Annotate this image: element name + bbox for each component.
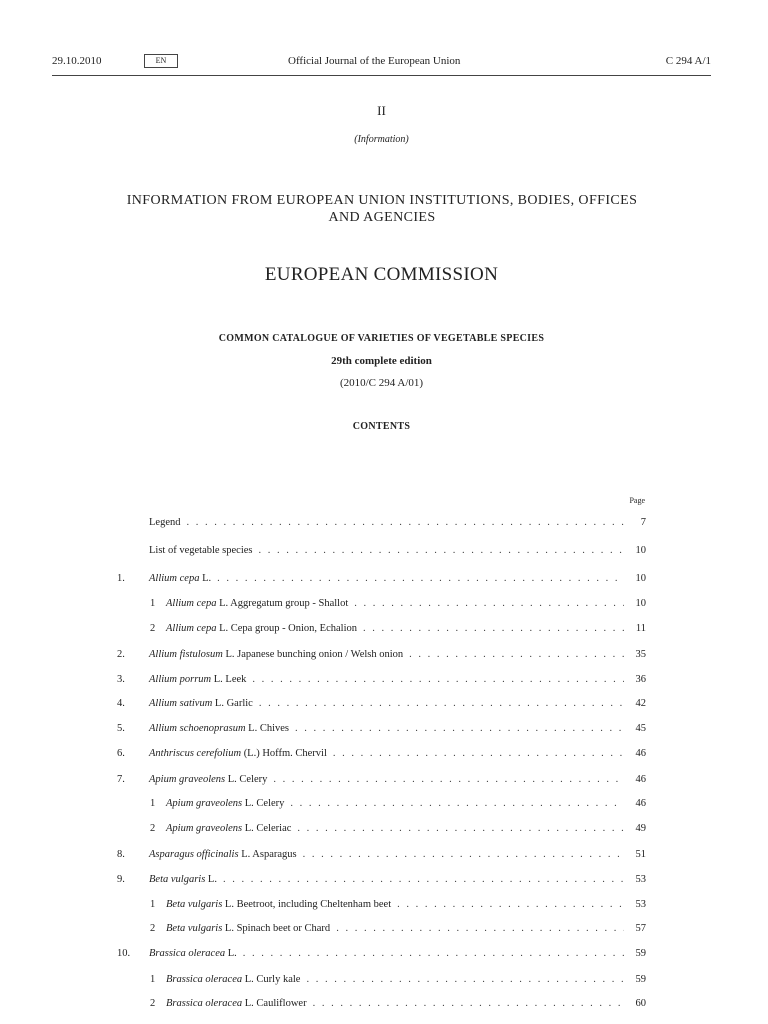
- journal-title: Official Journal of the European Union: [288, 55, 461, 67]
- part-number: II: [377, 103, 386, 118]
- toc-entry-title: Beta vulgaris L. Spinach beet or Chard: [166, 923, 331, 934]
- toc-entry-species: Asparagus officinalis: [149, 849, 239, 860]
- toc-dot-leader: [243, 948, 624, 959]
- toc-entry-title: Allium sativum L. Garlic: [149, 698, 253, 709]
- toc-entry-title: List of vegetable species: [149, 545, 253, 556]
- toc-entry-number: 10.: [117, 948, 131, 959]
- page-column-label: Page: [629, 496, 645, 505]
- edition-label: 29th complete edition: [331, 355, 432, 367]
- header-divider: [52, 75, 711, 76]
- toc-entry-species: Apium graveolens: [166, 823, 243, 834]
- language-badge: EN: [144, 54, 178, 68]
- toc-entry-species: Beta vulgaris: [166, 899, 223, 910]
- toc-entry-number: 9.: [117, 874, 125, 885]
- toc-entry-species: Brassica oleracea: [166, 974, 243, 985]
- toc-entry-number: 6.: [117, 748, 125, 759]
- toc-entry-page: 11: [635, 623, 646, 634]
- toc-entry-number: 1: [150, 798, 156, 809]
- toc-dot-leader: [259, 698, 624, 709]
- toc-entry[interactable]: [117, 923, 646, 943]
- toc-entry[interactable]: [117, 974, 646, 994]
- toc-entry-page: 42: [635, 698, 646, 709]
- toc-entry-page: 59: [635, 974, 646, 985]
- toc-entry-species: Apium graveolens: [149, 774, 226, 785]
- toc-dot-leader: [290, 798, 624, 809]
- toc-entry-number: 8.: [117, 849, 125, 860]
- toc-entry-species: Brassica oleracea: [149, 948, 226, 959]
- toc-entry-title: Apium graveolens L. Celery: [149, 774, 268, 785]
- toc-entry[interactable]: [117, 899, 646, 919]
- toc-entry-species: Allium schoenoprasum: [149, 723, 246, 734]
- toc-entry-number: 1.: [117, 573, 125, 584]
- commission-heading: EUROPEAN COMMISSION: [264, 264, 499, 285]
- toc-entry-title: Brassica oleracea L.: [149, 948, 237, 959]
- toc-entry-page: 59: [635, 948, 646, 959]
- toc-entry-number: 3.: [117, 674, 125, 685]
- toc-entry[interactable]: [117, 649, 646, 669]
- toc-entry-number: 2.: [117, 649, 125, 660]
- toc-entry[interactable]: [117, 748, 646, 768]
- toc-entry-title: Beta vulgaris L. Beetroot, including Cheltenham beet: [166, 899, 392, 910]
- toc-entry-title: Allium cepa L. Cepa group - Onion, Echalion: [166, 623, 358, 634]
- journal-reference: C 294 A/1: [665, 55, 711, 67]
- institutions-heading: INFORMATION FROM EUROPEAN UNION INSTITUTIONS, BODIES, OFFICES AND AGENCIES: [126, 193, 638, 225]
- toc-dot-leader: [409, 649, 624, 660]
- toc-entry-title: Apium graveolens L. Celeriac: [166, 823, 292, 834]
- toc-entry-title: Allium cepa L. Aggregatum group - Shallot: [166, 598, 349, 609]
- toc-entry-species: Allium porrum: [149, 674, 212, 685]
- toc-entry-page: 46: [635, 748, 646, 759]
- toc-entry[interactable]: [117, 517, 646, 537]
- publication-date: 29.10.2010: [52, 55, 102, 67]
- toc-entry-number: 7.: [117, 774, 125, 785]
- contents-heading: CONTENTS: [352, 421, 411, 432]
- toc-dot-leader: [397, 899, 624, 910]
- toc-dot-leader: [336, 923, 624, 934]
- toc-entry-page: 45: [635, 723, 646, 734]
- toc-entry-page: 10: [635, 545, 646, 556]
- toc-dot-leader: [354, 598, 624, 609]
- toc-entry-species: Apium graveolens: [166, 798, 243, 809]
- toc-entry-page: 57: [635, 923, 646, 934]
- toc-entry-page: 35: [635, 649, 646, 660]
- toc-entry[interactable]: [117, 874, 646, 894]
- toc-entry-page: 10: [635, 598, 646, 609]
- toc-entry-title: Legend: [149, 517, 181, 528]
- toc-entry-title: Allium fistulosum L. Japanese bunching onion / Welsh onion: [149, 649, 404, 660]
- toc-entry-title: Brassica oleracea L. Cauliflower: [166, 998, 307, 1009]
- toc-entry[interactable]: [117, 998, 646, 1018]
- toc-entry-number: 1: [150, 598, 156, 609]
- toc-entry-title: Brassica oleracea L. Curly kale: [166, 974, 301, 985]
- toc-dot-leader: [303, 849, 624, 860]
- toc-entry-species: Allium sativum: [149, 698, 213, 709]
- toc-entry-number: 1: [150, 899, 156, 910]
- toc-entry[interactable]: [117, 723, 646, 743]
- toc-entry-number: 2: [150, 998, 156, 1009]
- toc-entry-species: Allium fistulosum: [149, 649, 223, 660]
- toc-dot-leader: [187, 517, 625, 528]
- toc-entry-species: Anthriscus cerefolium: [149, 748, 242, 759]
- toc-entry-title: Beta vulgaris L.: [149, 874, 217, 885]
- toc-entry[interactable]: [117, 674, 646, 694]
- toc-entry-page: 51: [635, 849, 646, 860]
- toc-entry[interactable]: [117, 948, 646, 968]
- toc-entry[interactable]: [117, 698, 646, 718]
- toc-dot-leader: [223, 874, 624, 885]
- toc-entry-page: 36: [635, 674, 646, 685]
- toc-entry[interactable]: [117, 598, 646, 618]
- toc-entry[interactable]: [117, 623, 646, 643]
- information-label: (Information): [354, 134, 409, 145]
- toc-entry[interactable]: [117, 774, 646, 794]
- toc-entry-species: Beta vulgaris: [166, 923, 223, 934]
- toc-entry-number: 5.: [117, 723, 125, 734]
- toc-dot-leader: [295, 723, 624, 734]
- journal-header: [52, 53, 711, 73]
- catalogue-title: COMMON CATALOGUE OF VARIETIES OF VEGETABLE SPECIES: [218, 333, 545, 344]
- toc-entry-title: Allium cepa L.: [149, 573, 212, 584]
- toc-entry-title: Allium schoenoprasum L. Chives: [149, 723, 290, 734]
- toc-entry[interactable]: [117, 545, 646, 565]
- toc-dot-leader: [297, 823, 624, 834]
- toc-entry-page: 53: [635, 899, 646, 910]
- toc-entry[interactable]: [117, 573, 646, 593]
- toc-entry-species: Allium cepa: [149, 573, 200, 584]
- toc-entry-title: Anthriscus cerefolium (L.) Hoffm. Chervil: [149, 748, 327, 759]
- toc-dot-leader: [217, 573, 624, 584]
- toc-entry-page: 7: [640, 517, 646, 528]
- toc-entry-page: 10: [635, 573, 646, 584]
- toc-dot-leader: [273, 774, 624, 785]
- toc-dot-leader: [333, 748, 624, 759]
- toc-entry-number: 2: [150, 623, 156, 634]
- toc-entry-page: 46: [635, 798, 646, 809]
- toc-entry-species: Beta vulgaris: [149, 874, 206, 885]
- toc-entry[interactable]: [117, 823, 646, 843]
- toc-entry-number: 2: [150, 923, 156, 934]
- toc-entry-title: Asparagus officinalis L. Asparagus: [149, 849, 297, 860]
- toc-entry[interactable]: [117, 798, 646, 818]
- toc-dot-leader: [252, 674, 624, 685]
- toc-dot-leader: [313, 998, 624, 1009]
- toc-entry-title: Apium graveolens L. Celery: [166, 798, 285, 809]
- toc-dot-leader: [363, 623, 624, 634]
- toc-entry-page: 60: [635, 998, 646, 1009]
- toc-entry-page: 49: [635, 823, 646, 834]
- toc-entry-number: 2: [150, 823, 156, 834]
- toc-entry-title: Allium porrum L. Leek: [149, 674, 247, 685]
- toc-entry-page: 53: [635, 874, 646, 885]
- toc-entry-species: Allium cepa: [166, 623, 217, 634]
- toc-entry-page: 46: [635, 774, 646, 785]
- toc-dot-leader: [259, 545, 624, 556]
- toc-entry-species: Allium cepa: [166, 598, 217, 609]
- toc-entry-number: 4.: [117, 698, 125, 709]
- toc-dot-leader: [306, 974, 624, 985]
- toc-entry-species: Brassica oleracea: [166, 998, 243, 1009]
- toc-entry[interactable]: [117, 849, 646, 869]
- document-reference: (2010/C 294 A/01): [339, 377, 424, 389]
- toc-entry-number: 1: [150, 974, 156, 985]
